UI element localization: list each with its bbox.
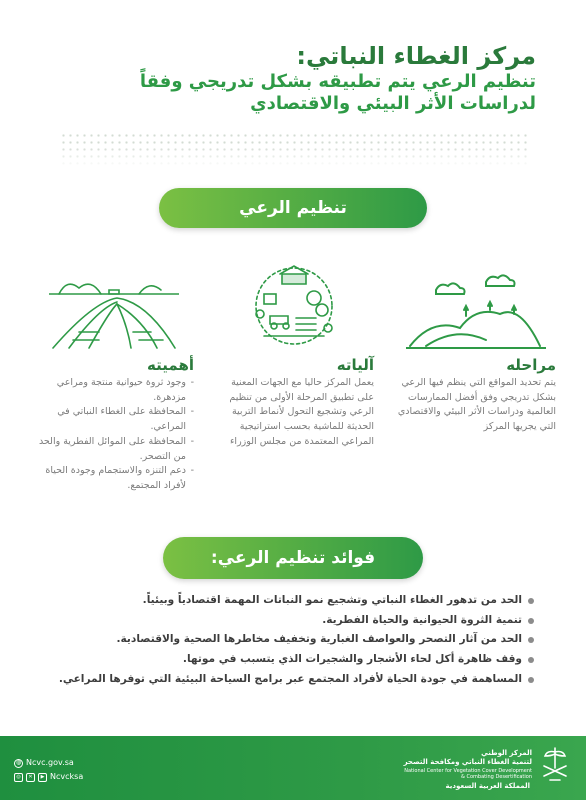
importance-item: - المحافظة على الموائل الفطرية والحد من التصحر. bbox=[34, 435, 194, 464]
instagram-icon: ◎ bbox=[14, 773, 23, 782]
importance-item: - وجود ثروة حيوانية منتجة ومراعي مزدهرة. bbox=[34, 376, 194, 405]
importance-item: - المحافظة على الغطاء النباتي في المراعي. bbox=[34, 405, 194, 434]
footer-contacts bbox=[14, 756, 83, 785]
dotted-pattern bbox=[60, 132, 530, 168]
website-link[interactable]: Ncvc.gov.sa bbox=[26, 758, 74, 767]
section-pill-grazing: تنظيم الرعي bbox=[159, 188, 427, 228]
footer-org-en-2: & Combating Desertification bbox=[461, 774, 532, 781]
benefit-item: الحد من آثار التصحر والعواصف الغبارية وتخفيف مخاطرها الصحية والاقتصادية. bbox=[26, 633, 536, 646]
benefit-item: تنمية الثروة الحيوانية والحياة الفطرية. bbox=[26, 614, 536, 627]
saudi-emblem-icon bbox=[538, 746, 572, 784]
importance-list bbox=[34, 376, 194, 494]
benefit-item: وقف ظاهرة أكل لحاء الأشجار والشجيرات الذي يتسبب في موتها. bbox=[26, 653, 536, 666]
importance-title: أهميته bbox=[147, 356, 194, 374]
section-pill-benefits: فوائد تنظيم الرعي: bbox=[163, 537, 423, 579]
stages-title: مراحله bbox=[506, 356, 556, 374]
column-mechanisms bbox=[214, 258, 374, 450]
farm-circle-illustration-icon bbox=[214, 258, 374, 350]
globe-icon: ◍ bbox=[15, 758, 22, 766]
column-importance bbox=[34, 258, 194, 494]
footer-org-text bbox=[404, 749, 532, 781]
website-row[interactable] bbox=[14, 756, 83, 770]
headline bbox=[36, 42, 536, 115]
footer-bar bbox=[0, 736, 586, 800]
benefit-item: المساهمة في جودة الحياة لأفراد المجتمع عبر برامج السياحة البيئية التي توفرها المراعي. bbox=[26, 673, 536, 686]
hills-illustration-icon bbox=[396, 258, 556, 350]
youtube-icon: ▶ bbox=[38, 773, 47, 782]
footer-org-ar-2: لتنمية الغطاء النباتي ومكافحة التصحر bbox=[403, 758, 532, 767]
footer-org-en-1: National Center for Vegetation Cover Development bbox=[404, 767, 532, 774]
footer-org-ar-1: المركز الوطني bbox=[481, 748, 532, 757]
mechanisms-title: آلياته bbox=[336, 356, 374, 374]
importance-item: - دعم التنزه والاستجمام وجودة الحياة لأفراد المجتمع. bbox=[34, 464, 194, 493]
headline-title: مركز الغطاء النباتي: bbox=[296, 42, 536, 70]
headline-subtitle-2: لدراسات الأثر البيئي والاقتصادي bbox=[250, 93, 536, 115]
mechanisms-body: يعمل المركز حاليا مع الجهات المعنية على تطبيق المرحلة الأولى من تنظيم الرعي وتشجيع التحول لأنماط التربية الحديثة للماشية بحسب استراتيجية المراعي المعتمدة من مجلس الوزراء bbox=[229, 377, 374, 447]
benefit-item: الحد من تدهور الغطاء النباتي وتشجيع نمو النباتات المهمة اقتصادياً وبيئياً. bbox=[26, 594, 536, 607]
footer-ministry: المملكة العربية السعودية bbox=[445, 782, 530, 790]
benefits-list bbox=[26, 594, 536, 693]
headline-subtitle-1: تنظيم الرعي يتم تطبيقه بشكل تدريجي وفقاً bbox=[139, 71, 536, 93]
x-twitter-icon: ✕ bbox=[26, 773, 35, 782]
fields-illustration-icon bbox=[34, 258, 194, 350]
social-handle[interactable]: Ncvcksa bbox=[50, 772, 84, 782]
column-stages bbox=[396, 258, 556, 435]
social-row[interactable] bbox=[14, 770, 83, 784]
stages-body: يتم تحديد المواقع التي ينظم فيها الرعي بشكل تدريجي وفق أفضل الممارسات العالمية ودراسات الأثر البيئي والاقتصادي التي يجريها المركز bbox=[397, 377, 556, 433]
footer-logo bbox=[404, 746, 572, 784]
